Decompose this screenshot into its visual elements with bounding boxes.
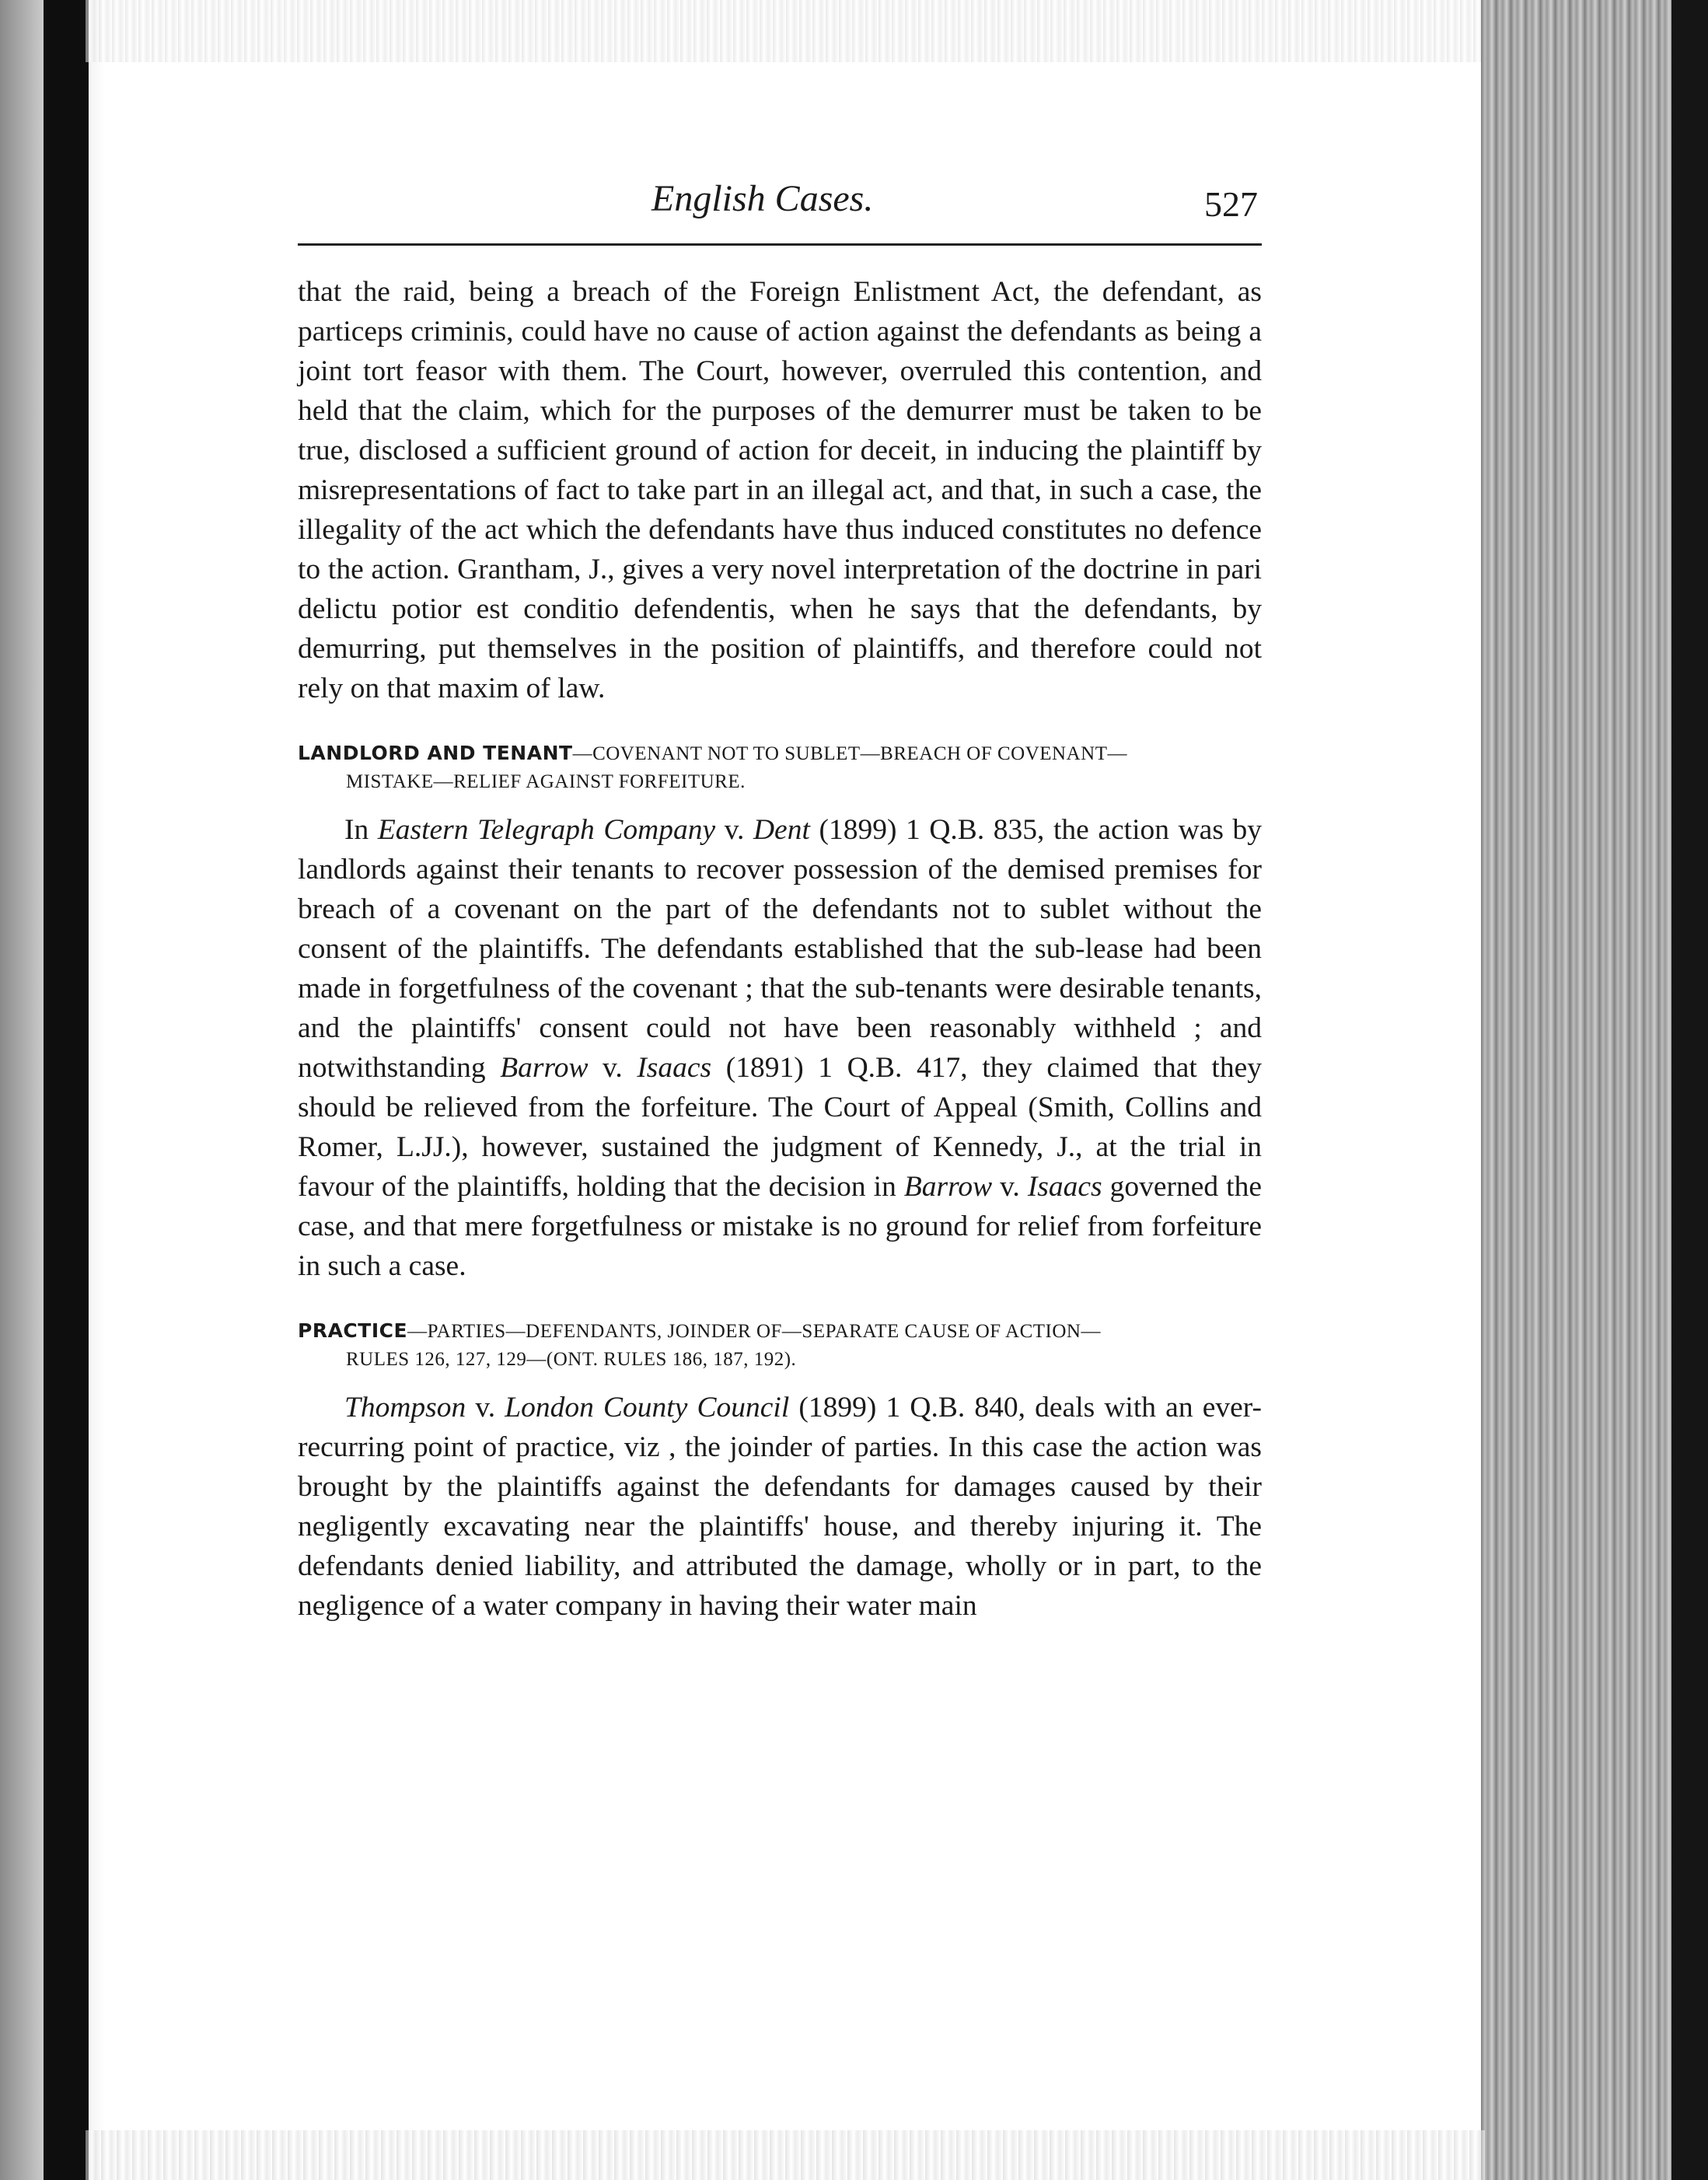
heading-subtopics: —PARTIES—DEFENDANTS, JOINDER OF—SEPARATE CAUSE OF ACTION— [407,1321,1101,1342]
case-name: Eastern Telegraph Company [377,814,716,846]
case-name: Isaacs [637,1052,712,1084]
case-name: Barrow [903,1171,993,1203]
header-rule [298,243,1262,246]
text-run: In [344,814,378,846]
book-page [298,177,1262,1622]
paragraph-continuation: that the raid, being a breach of the Foreign Enlistment Act, the defendant, as particeps criminis, could have no cause of action against the defendants as being a joint tort feasor with them. The Court, however, overruled this contention, and held that the claim, which for the purposes of the demurrer must be taken to be true, disclosed a sufficient ground of action for deceit, in inducing the plaintiff by misrepresentations of fact to take part in an illegal act, and that, in such a case, the illegality of the act which the defendants have thus induced constitutes no defence to the action. Grantham, J., gives a very novel interpretation of the doctrine in pari delictu potior est conditio defendentis, when he says that the defendants, by demurring, put themselves in the position of plaintiffs, and therefore could not rely on that maxim of law. [298,276,1262,704]
scan-bottom-noise [86,2130,1485,2180]
heading-subtopics-line2: MISTAKE—RELIEF AGAINST FORFEITURE. [346,771,746,792]
scan-right-edge-shadow [1671,0,1708,2180]
section-heading-landlord-tenant [298,739,1262,796]
running-head [298,177,1262,239]
scan-binding-shadow [44,0,89,2180]
text-run: (1899) 1 Q.B. 840, deals with an ever-recurring point of practice, viz , the joinder of parties. In this case the action was brought by the plaintiffs against the defendants for damages caused by their negligently excavating near the plaintiffs' house, and thereby injuring it. The defendants denied liability, and attributed the damage, wholly or in part, to the negligence of a water company in having their water main [298,1392,1262,1622]
text-run: (1891) 1 Q.B. 417, they claimed that they should be relieved from the forfeiture. The Court of Appeal (Smith, Collins and Romer, L.JJ.), however, sustained the judgment of Kennedy, J., at the trial in favour of the plaintiffs, holding that the decision in [298,1052,1262,1203]
heading-lead: PRACTICE [298,1319,408,1342]
running-head-title: English Cases. [651,178,874,219]
heading-lead: LANDLORD AND TENANT [298,742,573,764]
section-heading-practice [298,1317,1262,1374]
paragraph-landlord-tenant [298,810,1262,1286]
body-text [298,272,1262,1626]
heading-subtopics: —COVENANT NOT TO SUBLET—BREACH OF COVENANT— [572,743,1127,764]
text-run: governed the case, and that mere forgetfulness or mistake is no ground for relief from forfeiture in such a case. [298,1171,1262,1282]
heading-subtopics-line2: RULES 126, 127, 129—(ONT. RULES 186, 187, 192). [346,1349,797,1370]
scan-top-noise [86,0,1485,62]
case-name: Isaacs [1027,1171,1102,1203]
text-run: v. [466,1392,505,1424]
text-run: v. [992,1171,1028,1203]
case-name: Thompson [344,1392,466,1424]
case-name: Barrow [500,1052,589,1084]
text-run: v. [588,1052,637,1084]
text-run: v. [715,814,753,846]
page-number: 527 [1204,184,1258,224]
case-name: London County Council [505,1392,790,1424]
paragraph-practice [298,1388,1262,1626]
case-name: Dent [753,814,810,846]
text-run: (1899) 1 Q.B. 835, the action was by landlords against their tenants to recover possession of the demised premises for breach of a covenant on the part of the defendants not to sublet without the consent of the plaintiffs. The defendants established that the sub-lease had been made in forgetfulness of the covenant ; that the sub-tenants were desirable tenants, and the plaintiffs' consent could not have been reasonably withheld ; and notwithstanding [298,814,1262,1084]
